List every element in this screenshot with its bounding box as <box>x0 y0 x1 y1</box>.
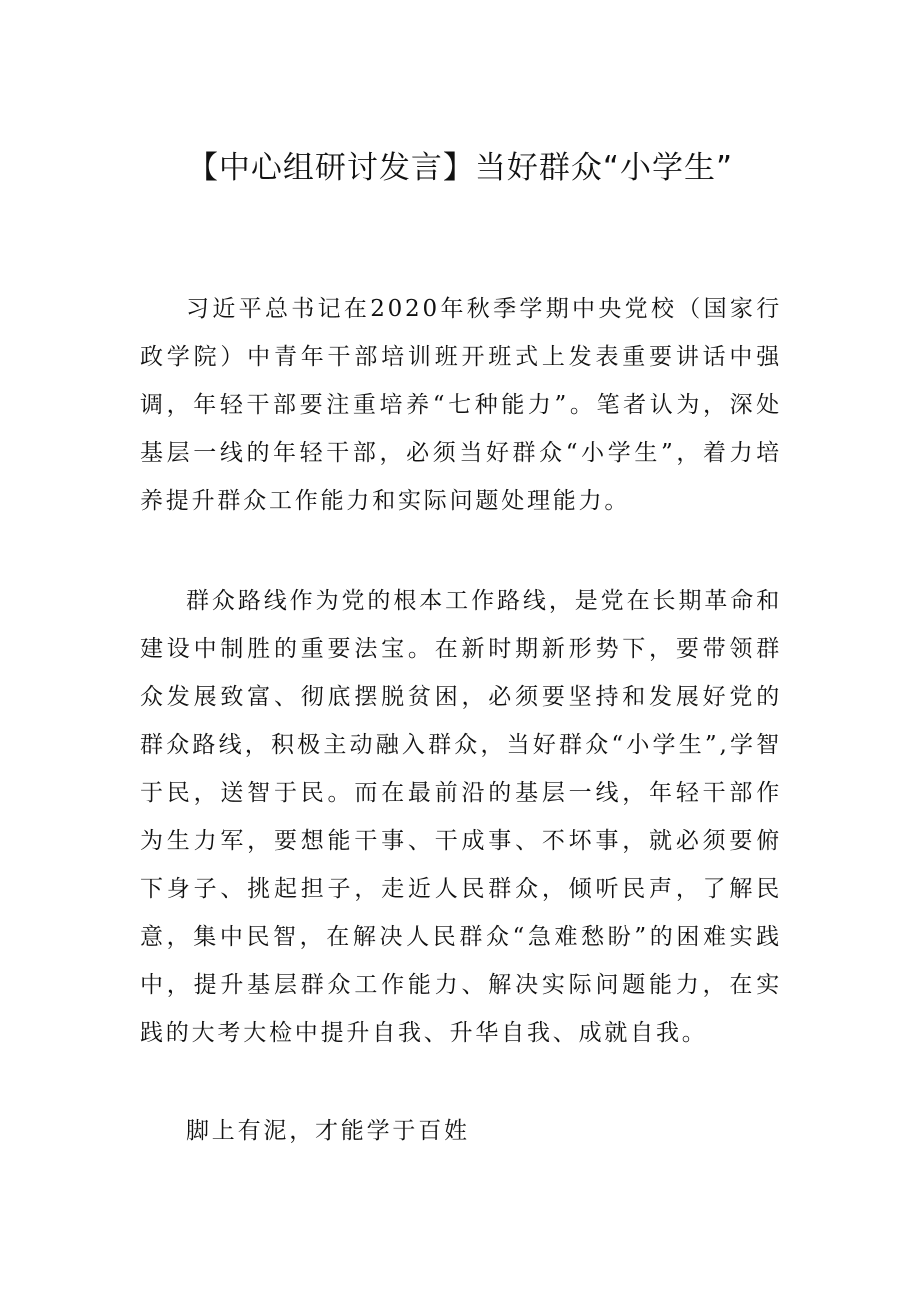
paragraph-1: 习近平总书记在2020年秋季学期中央党校（国家行政学院）中青年干部培训班开班式上发表重要讲话中强调，年轻干部要注重培养“七种能力”。笔者认为，深处基层一线的年轻干部，必须当好群众“小学生”，着力培养提升群众工作能力和实际问题处理能力。 <box>140 296 782 514</box>
document-title: 【中心组研讨发言】当好群众“小学生” <box>186 150 734 186</box>
paragraph-2: 群众路线作为党的根本工作路线，是党在长期革命和建设中制胜的重要法宝。在新时期新形势下，要带领群众发展致富、彻底摆脱贫困，必须要坚持和发展好党的群众路线，积极主动融入群众，当好群众“小学生”,学智于民，送智于民。而在最前沿的基层一线，年轻干部作为生力军，要想能干事、干成事、不坏事，就必须要俯下身子、挑起担子，走近人民群众，倾听民声，了解民意，集中民智，在解决人民群众“急难愁盼”的困难实践中，提升基层群众工作能力、解决实际问题能力，在实践的大考大检中提升自我、升华自我、成就自我。 <box>140 588 782 1046</box>
section-heading: 脚上有泥，才能学于百姓 <box>186 1118 470 1144</box>
